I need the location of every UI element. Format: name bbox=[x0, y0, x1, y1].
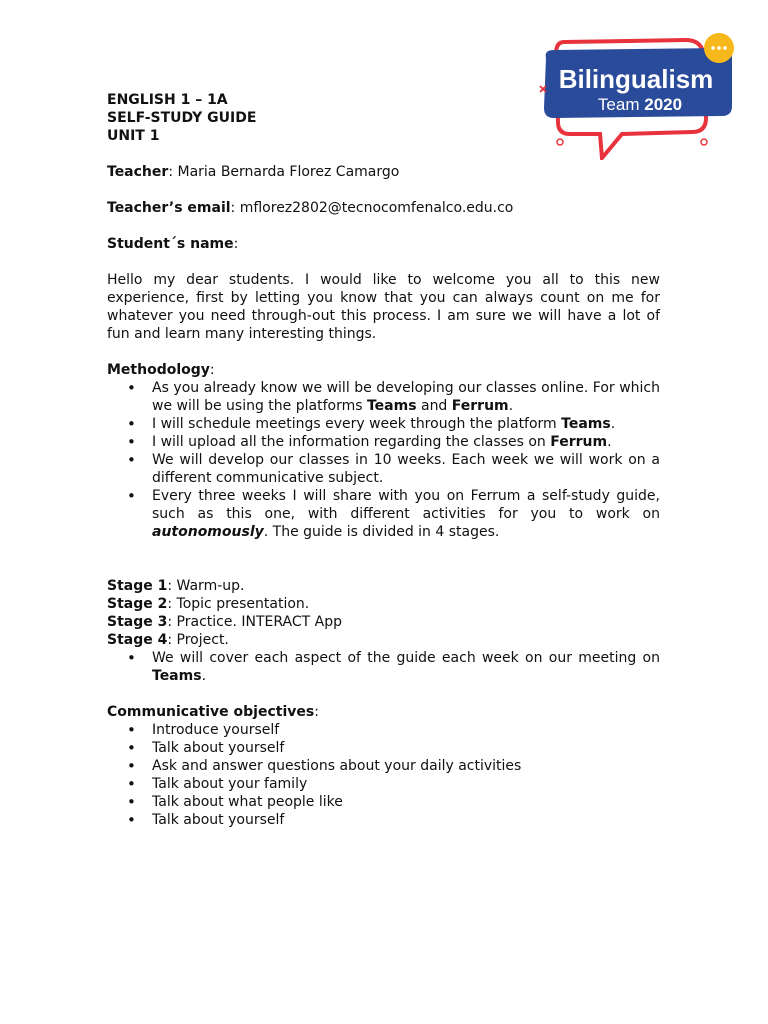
methodology-list bbox=[107, 379, 660, 541]
list-item: • As you already know we will be developing our classes online. For which we will be using the platforms Teams and Ferrum. bbox=[107, 379, 660, 415]
objectives-title: Communicative objectives bbox=[107, 704, 315, 720]
objectives-list bbox=[107, 721, 660, 829]
document-header bbox=[107, 91, 660, 145]
teacher-field: Teacher: Maria Bernarda Florez Camargo bbox=[107, 164, 400, 180]
list-item: • Talk about your family bbox=[107, 775, 660, 793]
list-item: • Every three weeks I will share with you on Ferrum a self-study guide, such as this one, with different activities for you to work on autonomously. The guide is divided in 4 stages. bbox=[107, 487, 660, 541]
methodology-title: Methodology bbox=[107, 362, 210, 378]
stage-line: Stage 1: Warm-up. bbox=[107, 578, 245, 594]
document-body bbox=[107, 91, 660, 829]
list-item: • Talk about yourself bbox=[107, 739, 660, 757]
list-item: • Talk about yourself bbox=[107, 811, 660, 829]
teacher-email: mflorez2802@tecnocomfenalco.edu.co bbox=[239, 200, 514, 216]
course-title: ENGLISH 1 – 1A bbox=[107, 92, 228, 108]
stage-line: Stage 4: Project. bbox=[107, 632, 229, 648]
logo-year: 2020 bbox=[644, 95, 683, 114]
teacher-label: Teacher bbox=[107, 164, 169, 180]
stages-block bbox=[107, 577, 660, 649]
list-item: • We will cover each aspect of the guide each week on our meeting on Teams. bbox=[107, 649, 660, 685]
logo-team: Team bbox=[597, 95, 640, 114]
list-item: • I will upload all the information regarding the classes on Ferrum. bbox=[107, 433, 660, 451]
methodology-heading: Methodology: bbox=[107, 362, 215, 378]
logo-word: Bilingualism bbox=[558, 64, 714, 94]
list-item: • I will schedule meetings every week through the platform Teams. bbox=[107, 415, 660, 433]
stage-line: Stage 2: Topic presentation. bbox=[107, 596, 310, 612]
stage-line: Stage 3: Practice. INTERACT App bbox=[107, 614, 342, 630]
intro-paragraph: Hello my dear students. I would like to welcome you all to this new experience, first by letting you know that you can always count on me for whatever you need through-out this process. I am sure we will have a lot of fun and learn many interesting things. bbox=[107, 272, 660, 342]
list-item: • We will develop our classes in 10 weeks. Each week we will work on a different communicative subject. bbox=[107, 451, 660, 487]
unit-title: UNIT 1 bbox=[107, 128, 160, 144]
cover-list bbox=[107, 649, 660, 685]
email-label: Teacher’s email bbox=[107, 200, 231, 216]
student-name-field: Student´s name: bbox=[107, 236, 239, 252]
list-item: • Talk about what people like bbox=[107, 793, 660, 811]
teacher-name: Maria Bernarda Florez Camargo bbox=[177, 164, 400, 180]
student-name-label: Student´s name bbox=[107, 236, 234, 252]
guide-title: SELF-STUDY GUIDE bbox=[107, 110, 257, 126]
email-field: Teacher’s email: mflorez2802@tecnocomfenalco.edu.co bbox=[107, 200, 514, 216]
list-item: • Introduce yourself bbox=[107, 721, 660, 739]
objectives-heading: Communicative objectives: bbox=[107, 704, 319, 720]
list-item: • Ask and answer questions about your daily activities bbox=[107, 757, 660, 775]
